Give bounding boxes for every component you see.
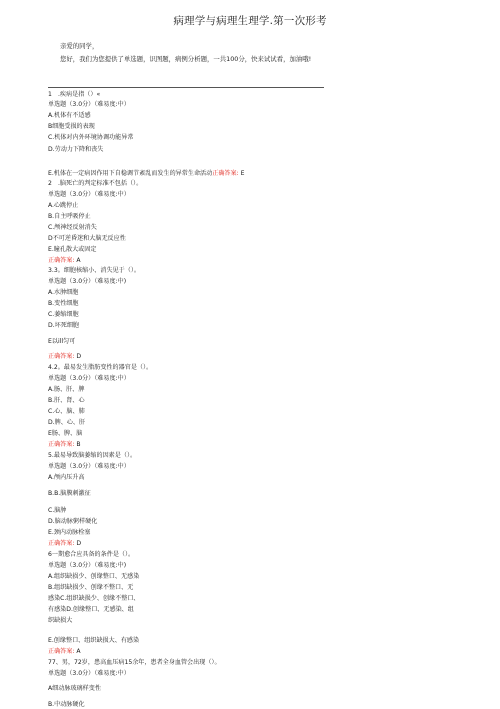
- line-text: D不可逆昏迷和大脑无反应性: [48, 235, 126, 242]
- question-line: [48, 245, 96, 254]
- question-line: [48, 337, 75, 346]
- question-line: [48, 539, 81, 548]
- question-line: [48, 647, 81, 656]
- line-text: B.B.脑膜刺激征: [48, 490, 91, 497]
- question-line: [48, 684, 101, 693]
- question-line: [48, 517, 97, 526]
- line-text: 单选题（3.0分）（难易度:中): [48, 278, 127, 285]
- line-text: E.机体在一定病因作用下自稳调节紊乱而发生的异常生命活动: [48, 170, 213, 177]
- question-line: [48, 145, 103, 154]
- question-line: [48, 561, 126, 570]
- line-text: 3.3。细胞核缩小、消失见于（）。: [48, 267, 140, 274]
- question-line: [48, 321, 79, 330]
- answer-label: 正确答案:: [48, 257, 75, 264]
- question-line: [48, 385, 84, 394]
- question-line: [48, 190, 130, 199]
- answer-value: D: [74, 540, 82, 547]
- line-text: B.自主呼吸停止: [48, 213, 91, 220]
- line-text: B.中动脉硬化: [48, 701, 85, 708]
- divider: [48, 87, 324, 88]
- line-text: B.变性细胞: [48, 300, 79, 307]
- line-text: 2 .脑死亡的判定标准不包括（）。: [48, 180, 143, 187]
- line-text: E.创缘整口、组织缺损大、有感染: [48, 637, 140, 644]
- line-text: B细胞受损的表现: [48, 123, 95, 130]
- answer-label: 正确答案:: [48, 540, 75, 547]
- question-line: [48, 133, 133, 142]
- answer-label: 正确答案:: [48, 353, 75, 360]
- question-line: [48, 636, 139, 645]
- line-text: 77、男，72岁，患高血压病15余年，患者全身血管会出现（）。: [48, 659, 221, 666]
- line-text: 单选题（3.0分）（难易度:中): [48, 562, 127, 569]
- question-line: [48, 266, 140, 275]
- question-line: [48, 100, 130, 109]
- question-line: [48, 506, 66, 515]
- question-line: [48, 234, 126, 243]
- line-text: 单选题（3.0分）（难易度:中）: [48, 463, 130, 470]
- answer-label: 正确答案:: [48, 441, 75, 448]
- line-text: 织缺损大: [48, 617, 73, 624]
- answer-value: D: [74, 353, 82, 360]
- line-text: B.组织缺损少、创缘不整口、无: [48, 584, 134, 591]
- question-line: [48, 429, 82, 438]
- question-line: [48, 407, 85, 416]
- line-text: 5.最易导致脑萎缩的因素是（）。: [48, 452, 137, 459]
- line-text: C.萎缩细胞: [48, 311, 79, 318]
- question-line: [48, 122, 95, 131]
- question-line: [48, 90, 100, 99]
- question-line: [48, 473, 84, 482]
- question-line: [48, 669, 130, 678]
- question-line: [48, 396, 85, 405]
- question-line: [48, 277, 126, 286]
- line-text: 1 .疾病是指（）«: [48, 91, 101, 98]
- line-text: C.心、脑、肺: [48, 408, 85, 415]
- line-text: A.心跳停止: [48, 202, 79, 209]
- line-text: A.组织缺损少、创缘整口、无感染: [48, 573, 140, 580]
- answer-value: E: [238, 170, 245, 177]
- question-line: [48, 212, 91, 221]
- intro-greeting: 亲爱的同学，: [60, 42, 99, 50]
- question-line: [48, 616, 72, 625]
- line-text: D.劳动力下降和丧失: [48, 146, 104, 153]
- question-line: [48, 223, 97, 232]
- question-line: [48, 111, 91, 120]
- question-line: [48, 583, 133, 592]
- question-line: [48, 299, 79, 308]
- line-text: A细动脉玻璃样变性: [48, 685, 101, 692]
- question-line: [48, 374, 130, 383]
- question-line: [48, 440, 81, 449]
- line-text: E肠、脾、脑: [48, 430, 83, 437]
- line-text: 6一期愈合应具备的条件是（）。: [48, 551, 135, 558]
- question-line: [48, 256, 81, 265]
- answer-value: A: [74, 648, 81, 655]
- line-text: C.机体对内外环境协调功能异常: [48, 134, 134, 141]
- line-text: A.水肿细胞: [48, 289, 79, 296]
- line-text: D.脑动脉粥样硬化: [48, 518, 98, 525]
- question-line: [48, 605, 134, 614]
- question-line: [48, 169, 244, 178]
- question-line: [48, 451, 136, 460]
- line-text: 单选题（3.0分）（难易度:中）: [48, 670, 130, 677]
- line-text: B.肝、肾、心: [48, 397, 85, 404]
- question-line: [48, 418, 85, 427]
- line-text: D.脾、心、肝: [48, 419, 86, 426]
- line-text: E.颈内动脉栓塞: [48, 529, 91, 536]
- question-line: [48, 363, 152, 372]
- line-text: 感染C.组织缺损少、创缘不整口、: [48, 595, 140, 602]
- question-line: [48, 700, 85, 709]
- answer-value: A: [74, 257, 81, 264]
- line-text: C.脑肿: [48, 507, 67, 514]
- question-line: [48, 528, 90, 537]
- line-text: E.瞳孔散大或固定: [48, 246, 97, 253]
- line-text: D.坏死细胞: [48, 322, 80, 329]
- line-text: 单选题（3.0分）（难易度:中）: [48, 375, 130, 382]
- line-text: A.机体有不适感: [48, 112, 91, 119]
- question-line: [48, 288, 78, 297]
- document-title: 病理学与病理生理学.第一次形考: [173, 15, 327, 27]
- question-line: [48, 179, 142, 188]
- line-text: A.肠、肝、脾: [48, 386, 85, 393]
- question-line: [48, 352, 81, 361]
- intro-text: 您好，我们为您提供了单选题，识图题，病例分析题，一共100分，快来试试看，加油哦!: [60, 55, 312, 63]
- line-text: 单选题（3.0分）（难易度:中）: [48, 191, 130, 198]
- line-text: E以ill匀可: [48, 338, 76, 345]
- answer-value: B: [74, 441, 81, 448]
- answer-label: 正确答案:: [48, 648, 75, 655]
- question-line: [48, 310, 79, 319]
- question-line: [48, 658, 221, 667]
- answer-label: 正确答案:: [212, 170, 239, 177]
- line-text: A.颅内压升高: [48, 474, 85, 481]
- question-line: [48, 572, 139, 581]
- question-line: [48, 550, 134, 559]
- line-text: C.颅神经反射消失: [48, 224, 97, 231]
- question-line: [48, 489, 91, 498]
- line-text: 单选题（3.0分）（难易度:中）: [48, 101, 130, 108]
- question-line: [48, 594, 140, 603]
- line-text: 4.2。最易发生脂肪变性的器官是（）。: [48, 364, 153, 371]
- question-line: [48, 201, 78, 210]
- line-text: 有感染D.创缘整口、无感染、组: [48, 606, 134, 613]
- question-line: [48, 462, 130, 471]
